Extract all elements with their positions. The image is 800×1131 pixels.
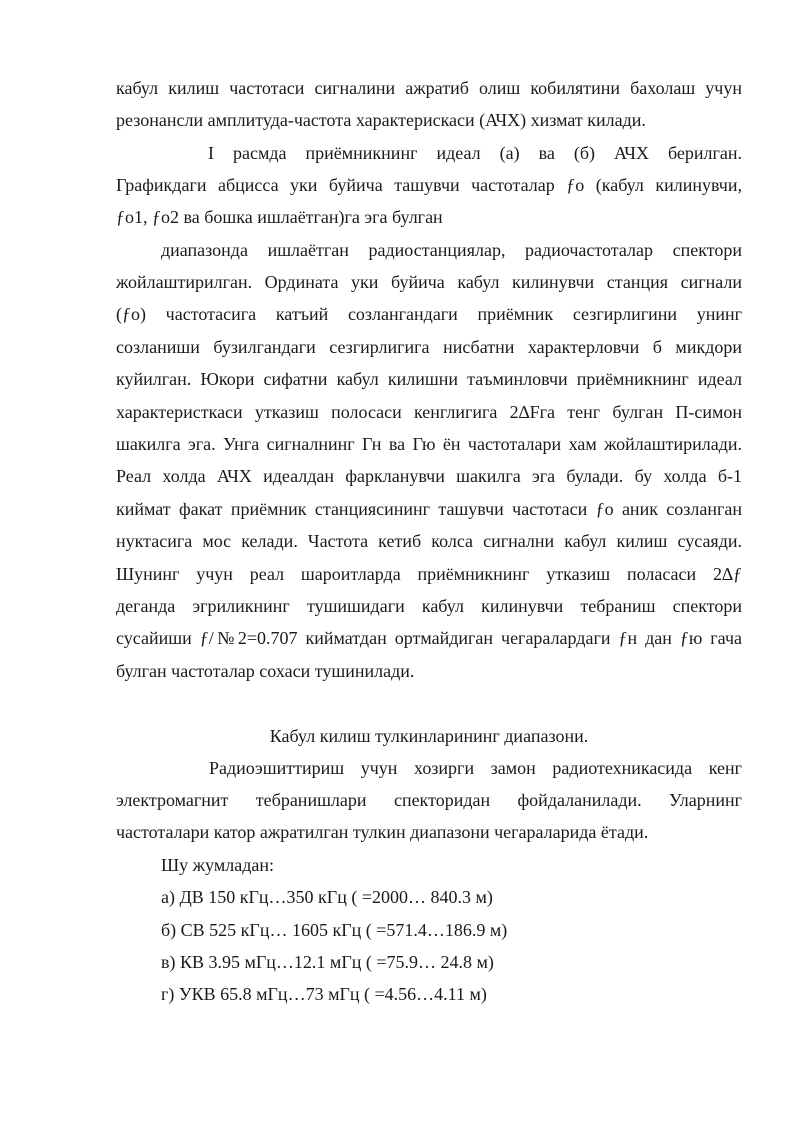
text-line: резонансли амплитуда-частота характерискаси (АЧХ) хизмат килади. bbox=[116, 110, 646, 130]
text-line: г) УКВ 65.8 мГц…73 мГц ( =4.56…4.11 м) bbox=[161, 984, 487, 1004]
text-line: а) ДВ 150 кГц…350 кГц ( =2000… 840.3 м) bbox=[161, 887, 493, 907]
text-line: в) КВ 3.95 мГц…12.1 мГц ( =75.9… 24.8 м) bbox=[161, 952, 494, 972]
text-line: Шу жумладан: bbox=[161, 855, 275, 875]
text-line: б) СВ 525 кГц… 1605 кГц ( =571.4…186.9 м) bbox=[161, 920, 508, 940]
text-line: жойлаштирилган. Ордината уки буйича кабул килинувчи станция сигнали bbox=[116, 272, 742, 292]
text-line: ƒо1, ƒо2 ва бошка ишлаётган)га эга булган bbox=[116, 207, 443, 227]
text-line: Радиоэшиттириш учун хозирги замон радиотехникасида кенг bbox=[209, 758, 742, 778]
text-line: деганда эгриликнинг тушишидаги кабул килинувчи тебраниш спектори bbox=[116, 596, 742, 616]
text-line: нуктасига мос келади. Частота кетиб колса сигнални кабул килиш сусаяди. bbox=[116, 531, 742, 551]
text-line: диапазонда ишлаётган радиостанциялар, радиочастоталар спектори bbox=[161, 240, 742, 260]
text-line: частоталари катор ажратилган тулкин диапазони чегараларида ётади. bbox=[116, 822, 649, 842]
text-line: I расмда приёмникнинг идеал (а) ва (б) АЧХ берилган. bbox=[208, 143, 742, 163]
text-line: сусайиши ƒ/№2=0.707 кийматдан ортмайдиган чегаралардаги ƒн дан ƒю гача bbox=[116, 628, 742, 648]
text-line: киймат факат приёмник станциясининг ташувчи частотаси ƒо аник созланган bbox=[116, 499, 742, 519]
text-line: Графикдаги абцисса уки буйича ташувчи частоталар ƒо (кабул килинувчи, bbox=[116, 175, 742, 195]
section-heading: Кабул килиш тулкинларининг диапазони. bbox=[269, 726, 589, 746]
text-line: шакилга эга. Унга сигналнинг Гн ва Гю ён частоталари хам жойлаштирилади. bbox=[116, 434, 742, 454]
text-line: характеристкаси утказиш полосаси кенглигига 2∆Fга тенг булган П-симон bbox=[116, 402, 742, 422]
text-line: булган частоталар сохаси тушинилади. bbox=[116, 661, 415, 681]
text-line: (ƒо) частотасига катъий созлангандаги приёмник сезгирлигини унинг bbox=[116, 304, 742, 324]
text-line: кабул килиш частотаси сигналини ажратиб олиш кобилятини бахолаш учун bbox=[116, 78, 742, 98]
text-line: электромагнит тебранишлари спекторидан фойдаланилади. Уларнинг bbox=[116, 790, 742, 810]
text-line: Реал холда АЧХ идеалдан фаркланувчи шакилга эга булади. бу холда б-1 bbox=[116, 466, 742, 486]
text-line: куйилган. Юкори сифатни кабул килишни таъминловчи приёмникнинг идеал bbox=[116, 369, 742, 389]
text-line: Шунинг учун реал шароитларда приёмникнинг утказиш поласаси 2∆ƒ bbox=[116, 564, 742, 584]
text-line: созланиши бузилгандаги сезгирлигига нисбатни характерловчи б микдори bbox=[116, 337, 742, 357]
